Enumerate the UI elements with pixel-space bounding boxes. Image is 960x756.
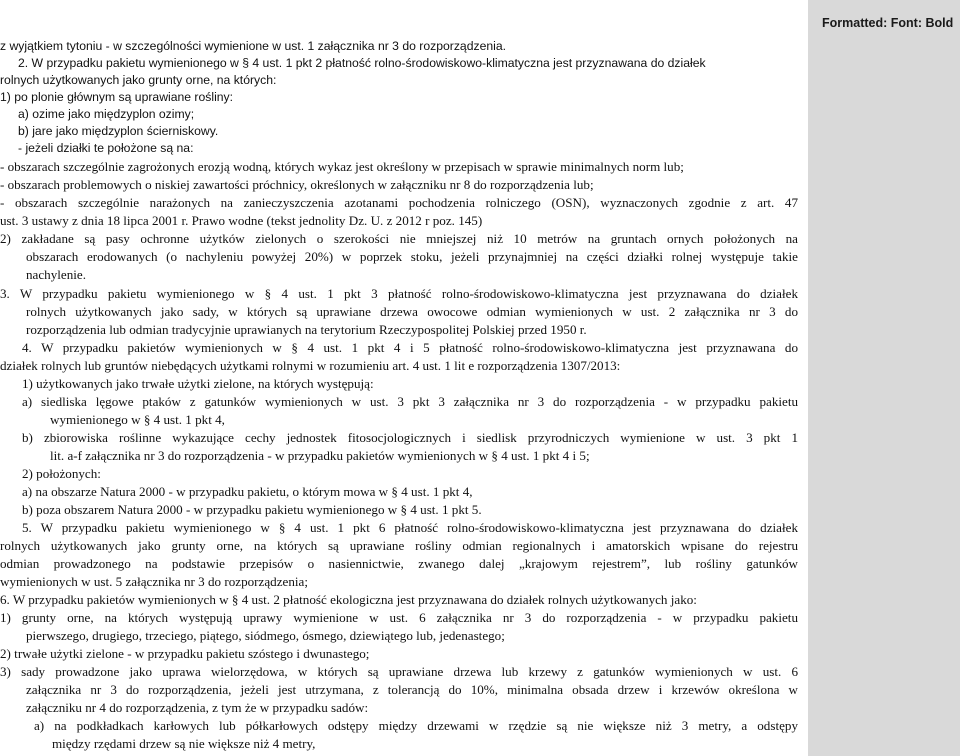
- text-line: - obszarach szczególnie narażonych na zanieczyszczenia azotanami pochodzenia rolniczego (OSN), wyznaczonych zgodnie z art. 47: [0, 195, 798, 210]
- text-line: między rzędami drzew są nie większe niż 4 metry,: [52, 736, 316, 751]
- text-line: obszarach erodowanych (o nachyleniu powyżej 20%) w poprzek stoku, jeżeli przynajmniej na części działki rolnej występuje takie: [26, 249, 798, 264]
- text-line: 3) sady prowadzone jako uprawa wielorzędowa, w których są uprawiane drzewa lub krzewy z gatunków wymienionych w ust. 6: [0, 664, 798, 679]
- text-line: z wyjątkiem tytoniu - w szczególności wymienione w ust. 1 załącznika nr 3 do rozporządzenia.: [0, 39, 507, 53]
- text-line: 6. W przypadku pakietów wymienionych w § 4 ust. 2 płatność ekologiczna jest przyznawana do działek rolnych użytkowanych jako:: [0, 592, 697, 607]
- text-line: 2) trwałe użytki zielone - w przypadku pakietu szóstego i dwunastego;: [0, 646, 370, 661]
- text-line: b) jare jako międzyplon ścierniskowy.: [18, 124, 219, 138]
- text-line: - obszarach szczególnie zagrożonych erozją wodną, których wykaz jest określony w przepisach w sprawie minimalnych norm lub;: [0, 159, 684, 174]
- text-line: wymienionego w § 4 ust. 1 pkt 4,: [50, 412, 225, 427]
- text-line: a) siedliska lęgowe ptaków z gatunków wymienionych w ust. 3 pkt 3 załącznika nr 3 do rozporządzenia - w przypadku pakietu: [22, 394, 798, 409]
- text-line: 2) zakładane są pasy ochronne użytków zielonych o szerokości nie mniejszej niż 10 metrów na gruntach ornych położonych na: [0, 231, 798, 246]
- text-line: 1) grunty orne, na których występują uprawy wymienione w ust. 6 załącznika nr 3 do rozporządzenia - w przypadku pakietu: [0, 610, 798, 625]
- comment-panel: [808, 0, 960, 756]
- text-line: nachylenie.: [26, 267, 86, 282]
- text-line: pierwszego, drugiego, trzeciego, piątego, siódmego, ósmego, dziewiątego lub, jedenastego;: [26, 628, 505, 643]
- text-line: ust. 3 ustawy z dnia 18 lipca 2001 r. Prawo wodne (tekst jednolity Dz. U. z 2012 r poz. 145): [0, 213, 483, 228]
- text-line: rolnych użytkowanych jako grunty orne, na których są uprawiane rośliny odmian regionalnych i amatorskich wpisane do rejestru: [0, 538, 798, 553]
- text-line: b) poza obszarem Natura 2000 - w przypadku pakietu wymienionego w § 4 ust. 1 pkt 5.: [22, 502, 482, 517]
- text-line: b) zbiorowiska roślinne wykazujące cechy jednostek fitosocjologicznych i siedlisk przyrodniczych wymienione w ust. 3 pkt 1: [22, 430, 798, 445]
- text-line: 1) użytkowanych jako trwałe użytki zielone, na których występują:: [22, 376, 374, 391]
- text-line: działek rolnych lub gruntów niebędących użytkami rolnymi w rozumieniu art. 4 ust. 1 lit e rozporządzenia 1307/2013:: [0, 358, 621, 373]
- text-line: rozporządzenia lub odmian tradycyjnie uprawianych na terytorium Rzeczypospolitej Polskiej przed 1950 r.: [26, 322, 587, 337]
- text-line: 5. W przypadku pakietu wymienionego w § 4 ust. 1 pkt 6 płatność rolno-środowiskowo-klimatyczna jest przyznawana do działek: [22, 520, 798, 535]
- text-line: załącznika nr 3 do rozporządzenia, jeżeli jest utrzymana, z tolerancją do 10%, minimalna obsada drzew i krzewów określona w: [26, 682, 798, 697]
- text-line: wymienionych w ust. 5 załącznika nr 3 do rozporządzenia;: [0, 574, 308, 589]
- text-line: a) na obszarze Natura 2000 - w przypadku pakietu, o którym mowa w § 4 ust. 1 pkt 4,: [22, 484, 473, 499]
- text-line: 2) położonych:: [22, 466, 101, 481]
- text-line: odmian prowadzonego na podstawie przepisów o nasiennictwie, zwanego dalej „krajowym rejestrem”, lub rośliny gatunków: [0, 556, 798, 571]
- text-line: lit. a-f załącznika nr 3 do rozporządzenia - w przypadku pakietów wymienionych w § 4 ust. 1 pkt 4 i 5;: [50, 448, 590, 463]
- text-line: 3. W przypadku pakietu wymienionego w § 4 ust. 1 pkt 3 płatność rolno-środowiskowo-klimatyczna jest przyznawana do działek: [0, 286, 798, 301]
- text-line: rolnych użytkowanych jako grunty orne, na których:: [0, 73, 277, 87]
- text-line: 4. W przypadku pakietów wymienionych w § 4 ust. 1 pkt 4 i 5 płatność rolno-środowiskowo-klimatyczna jest przyznawana do: [22, 340, 798, 355]
- text-line: rolnych użytkowanych jako sady, w których są uprawiane drzewa owocowe odmian wymienionych w ust. 2 załącznika nr 3 do: [26, 304, 798, 319]
- text-line: 1) po plonie głównym są uprawiane rośliny:: [0, 90, 234, 104]
- text-line: a) na podkładkach karłowych lub półkarłowych odstępy między drzewami w rzędzie są nie większe niż 3 metry, a odstępy: [34, 718, 798, 733]
- text-line: - jeżeli działki te położone są na:: [18, 141, 194, 155]
- text-line: - obszarach problemowych o niskiej zawartości próchnicy, określonych w załączniku nr 8 do rozporządzenia lub;: [0, 177, 594, 192]
- text-line: załączniku nr 4 do rozporządzenia, z tym że w przypadku sadów:: [26, 700, 369, 715]
- text-line: 2. W przypadku pakietu wymienionego w § 4 ust. 1 pkt 2 płatność rolno-środowiskowo-klimatyczna jest przyznawana do działek: [18, 56, 706, 70]
- text-line: a) ozime jako międzyplon ozimy;: [18, 107, 195, 121]
- formatting-note: Formatted: Font: Bold: [822, 16, 954, 30]
